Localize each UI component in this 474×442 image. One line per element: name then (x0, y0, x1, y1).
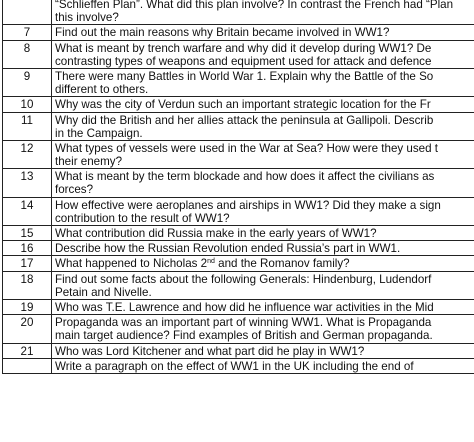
question-line-part: What happened to Nicholas 2 (55, 257, 208, 271)
question-line: this involve? (55, 11, 119, 25)
table-row (3, 256, 474, 271)
question-number: 7 (3, 25, 52, 40)
question-line: What is meant by the term blockade and how does it affect the civilians as (55, 170, 435, 184)
question-text (52, 358, 474, 373)
table-row (3, 169, 474, 197)
table-row (3, 0, 474, 25)
question-number: 20 (3, 315, 52, 343)
table-row (3, 315, 474, 343)
table-row (3, 343, 474, 358)
question-line: contribution to the result of WW1? (55, 211, 230, 225)
question-line: in the Campaign. (55, 126, 143, 140)
table-row (3, 226, 474, 241)
table-row (3, 300, 474, 315)
question-line: contrasting types of weapons and equipment used for attack and defence (55, 54, 432, 68)
question-line: forces? (55, 183, 94, 197)
question-line: their enemy? (55, 155, 123, 169)
question-line: What is meant by trench warfare and why did it develop during WW1? De (55, 41, 432, 55)
question-number: 13 (3, 169, 52, 197)
question-number: 16 (3, 241, 52, 256)
question-line: Find out the main reasons why Britain became involved in WW1? (55, 26, 390, 40)
question-text (52, 271, 474, 299)
question-line: How effective were aeroplanes and airships in WW1? Did they make a sign (55, 198, 441, 212)
table-row (3, 140, 474, 168)
table-row (3, 241, 474, 256)
question-number: 11 (3, 112, 52, 140)
question-text (52, 226, 474, 241)
question-text (52, 97, 474, 112)
table-row (3, 197, 474, 225)
question-line: Find out some facts about the following Generals: Hindenburg, Ludendorf (55, 272, 432, 286)
question-text (52, 40, 474, 68)
question-number: 19 (3, 300, 52, 315)
question-line: Who was T.E. Lawrence and how did he influence war activities in the Mid (55, 301, 434, 315)
table-row (3, 112, 474, 140)
question-line: Why was the city of Verdun such an important strategic location for the Fr (55, 98, 431, 112)
question-line (55, 257, 474, 270)
question-line: There were many Battles in World War 1. Explain why the Battle of the So (55, 69, 434, 83)
question-text (52, 68, 474, 96)
question-line: What types of vessels were used in the War at Sea? How were they used t (55, 141, 438, 155)
question-line: different to others. (55, 83, 149, 97)
question-text (52, 0, 474, 25)
table-row (3, 68, 474, 96)
ordinal-suffix: nd (207, 258, 215, 266)
question-line: main target audience? Find examples of British and German propaganda. (55, 329, 433, 343)
question-text (52, 25, 474, 40)
question-number (3, 358, 52, 373)
question-number: 10 (3, 97, 52, 112)
table-row (3, 40, 474, 68)
question-text (52, 241, 474, 256)
question-text (52, 256, 474, 271)
question-text (52, 343, 474, 358)
question-number: 18 (3, 271, 52, 299)
question-text (52, 112, 474, 140)
question-line: “Schlieffen Plan”. What did this plan involve? In contrast the French had “Plan (55, 0, 454, 11)
question-line: Describe how the Russian Revolution ended Russia’s part in WW1. (55, 242, 401, 256)
question-line-part: and the Romanov family? (214, 257, 350, 271)
question-text (52, 169, 474, 197)
question-number: 8 (3, 40, 52, 68)
question-number: 9 (3, 68, 52, 96)
question-text (52, 140, 474, 168)
table-row (3, 358, 474, 373)
question-number: 12 (3, 140, 52, 168)
questions-table (2, 0, 474, 374)
question-number: 17 (3, 256, 52, 271)
question-text (52, 197, 474, 225)
question-line: Write a paragraph on the effect of WW1 in the UK including the end of (55, 359, 414, 373)
question-number: 15 (3, 226, 52, 241)
table-row (3, 25, 474, 40)
question-line: Who was Lord Kitchener and what part did he play in WW1? (55, 344, 365, 358)
question-text (52, 300, 474, 315)
question-number: 14 (3, 197, 52, 225)
question-line: Why did the British and her allies attack the peninsula at Gallipoli. Describ (55, 113, 434, 127)
question-line: What contribution did Russia make in the early years of WW1? (55, 227, 377, 241)
question-number: 21 (3, 343, 52, 358)
table-row (3, 271, 474, 299)
table-row (3, 97, 474, 112)
question-text (52, 315, 474, 343)
question-line: Propaganda was an important part of winning WW1. What is Propaganda (55, 316, 432, 330)
question-line: Petain and Nivelle. (55, 285, 152, 299)
question-number (3, 0, 52, 25)
